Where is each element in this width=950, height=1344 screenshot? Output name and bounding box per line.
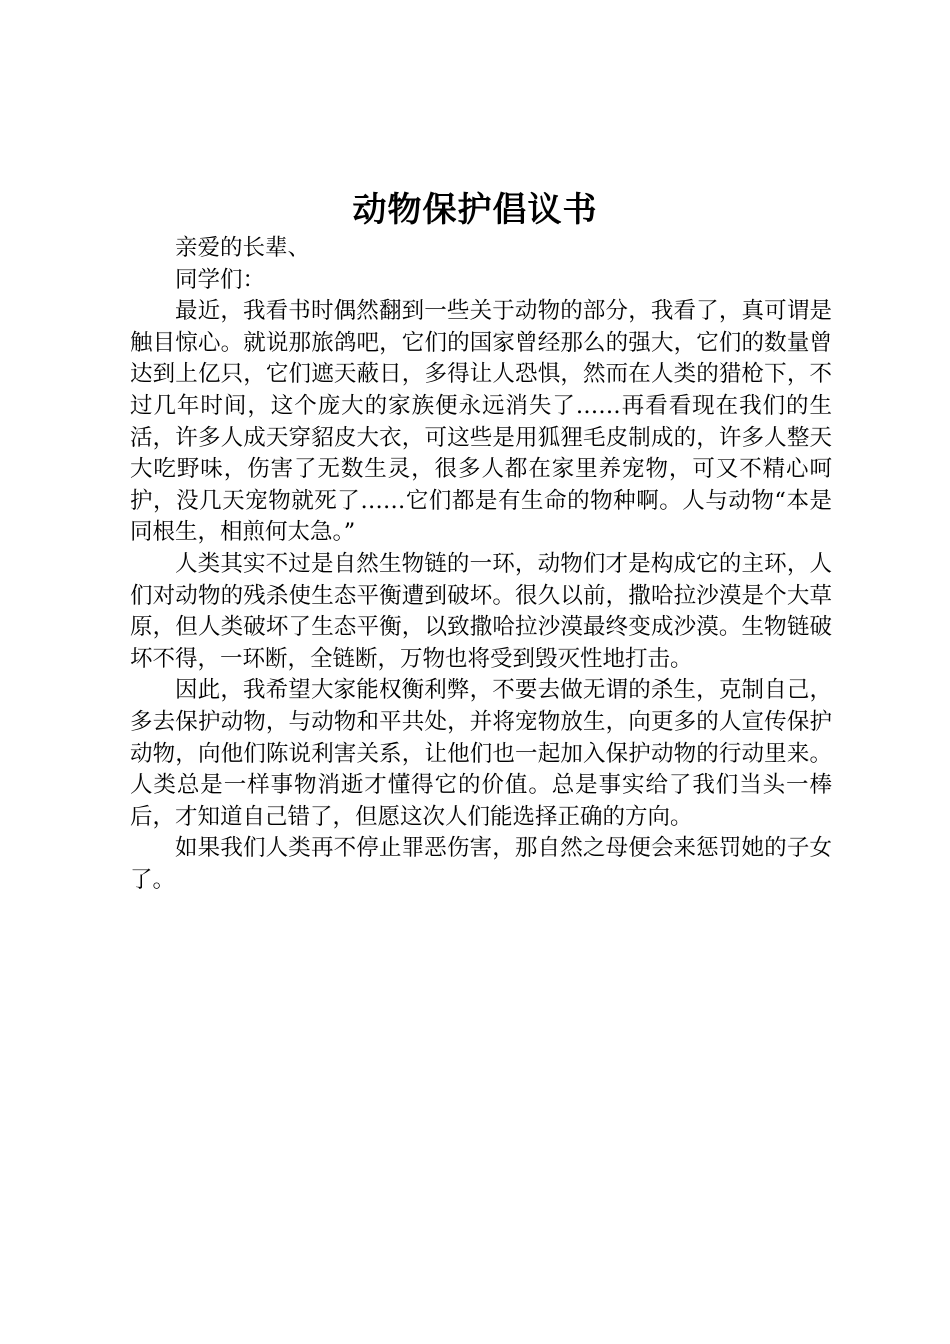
document-body [130,233,832,896]
document-title: 动物保护倡议书 [352,190,598,230]
salutation-line-2: 同学们： [175,266,266,293]
body-paragraph-2: 人类其实不过是自然生物链的一环，动物们才是构成它的主环，人们对动物的残杀使生态平衡遭到破坏。很久以前，撒哈拉沙漠是个大草原，但人类破坏了生态平衡，以致撒哈拉沙漠最终变成沙漠。生物链破坏不得，一环断，全链断，万物也将受到毁灭性地打击。 [130,550,832,672]
body-paragraph-3: 因此，我希望大家能权衡利弊，不要去做无谓的杀生，克制自己，多去保护动物，与动物和平共处，并将宠物放生，向更多的人宣传保护动物，向他们陈说利害关系，让他们也一起加入保护动物的行动里来。人类总是一样事物消逝才懂得它的价值。总是事实给了我们当头一棒后，才知道自己错了，但愿这次人们能选择正确的方向。 [130,677,832,830]
salutation-line-1: 亲爱的长辈、 [175,235,311,261]
body-paragraph-4: 如果我们人类再不停止罪恶伤害，那自然之母便会来惩罚她的子女了。 [130,835,832,893]
body-paragraph-1: 最近，我看书时偶然翻到一些关于动物的部分，我看了，真可谓是触目惊心。就说那旅鸽吧，它们的国家曾经那么的强大，它们的数量曾达到上亿只，它们遮天蔽日，多得让人恐惧，然而在人类的猎枪下，不过几年时间，这个庞大的家族便永远消失了……再看看现在我们的生活，许多人成天穿貂皮大衣，可这些是用狐狸毛皮制成的，许多人整天大吃野味，伤害了无数生灵，很多人都在家里养宠物，可又不精心呵护，没几天宠物就死了……它们都是有生命的物种啊。人与动物“本是同根生，相煎何太急。” [130,298,832,546]
